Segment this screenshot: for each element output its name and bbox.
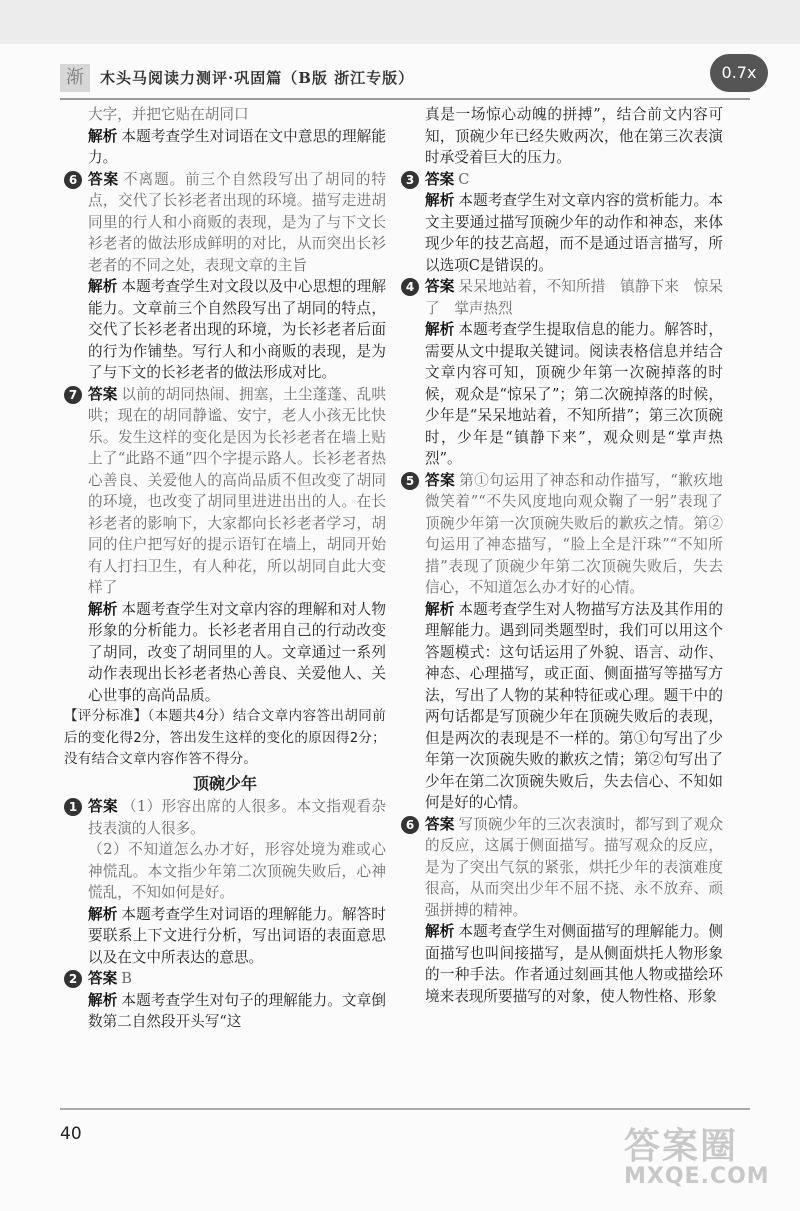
header-divider xyxy=(60,98,750,100)
page-header xyxy=(60,64,750,92)
analysis-text: 本题考查学生对词语的理解能力。解答时要联系上下文进行分析，写出词语的表面意思以及在文中所表达的意思。 xyxy=(88,905,386,966)
answer-text: 以前的胡同热闹、拥塞，土尘蓬蓬、乱哄哄；现在的胡同静谧、安宁，老人小孩无比快乐。发生这样的变化是因为长衫老者在墙上贴上了“此路不通”四个字提示路人。长衫老者热心善良、关爱他人的高尚品质不但改变了胡同的环境，也改变了胡同里进进出出的人。在长衫老者的影响下，大家都向长衫老者学习，胡同的住户把写好的提示语钉在墙上，胡同开始有人打扫卫生，有人种花，所以胡同自此大变样了 xyxy=(88,385,386,596)
analysis xyxy=(425,190,723,276)
answer-item xyxy=(68,968,386,990)
answer-item xyxy=(68,384,386,599)
paragraph xyxy=(425,104,723,169)
analysis-label: 解析 xyxy=(88,991,118,1009)
right-column xyxy=(401,104,723,1007)
analysis-label: 解析 xyxy=(88,278,118,295)
answer-text: 呆呆地站着，不知所措 镇静下来 惊呆了 掌声热烈 xyxy=(425,278,723,317)
answer-label: 答案 xyxy=(88,385,118,403)
answer-label: 答案 xyxy=(425,471,456,489)
viewer-top-bar xyxy=(0,0,800,44)
question-number: 4 xyxy=(401,278,419,296)
analysis-label: 解析 xyxy=(425,321,455,338)
analysis xyxy=(88,276,386,384)
question-number: 6 xyxy=(64,171,82,189)
section-title: 顶碗少年 xyxy=(192,773,257,793)
analysis-text: 本题考查学生对文章内容的理解和对人物形象的分析能力。长衫老者用自己的行动改变了胡同，改变了胡同里的人。文章通过一系列动作表现出长衫老者热心善良、关爱他人、关心世事的高尚品质。 xyxy=(88,600,386,704)
watermark-top: 答案圈 xyxy=(624,1126,739,1167)
answer-label: 答案 xyxy=(88,170,120,188)
answer-text: （2）不知道怎么办才好，形容处境为难或心神慌乱。本文指少年第二次顶碗失败后，心神慌乱，不知如何是好。 xyxy=(88,841,386,901)
answer-item xyxy=(405,276,723,319)
footer-divider xyxy=(60,1108,750,1110)
answer-item-sub xyxy=(88,839,386,904)
answer-text: （1）形容出席的人很多。本文指观看杂技表演的人很多。 xyxy=(88,798,386,837)
answer-label: 答案 xyxy=(88,798,118,815)
answer-text: B xyxy=(121,970,132,987)
analysis xyxy=(88,599,386,707)
analysis-text: 本题考查学生对文段以及中心思想的理解能力。文章前三个自然段写出了胡同的特点，交代了长衫老者出现的环境，为长衫老者后面的行为作铺垫。写行人和小商贩的表现，是为了与下文的长衫老者的做法形成对比。 xyxy=(88,278,386,381)
answer-label: 答案 xyxy=(425,815,455,833)
analysis-text: 本题考查学生提取信息的能力。解答时，需要从文中提取关键词。阅读表格信息并结合文章内容可知，顶碗少年第一次碗掉落的时候，观众是“惊呆了”；第二次碗掉落的时候，少年是“呆呆地站着，不知所措”；第三次顶碗时，少年是“镇静下来”，观众则是“掌声热烈”。 xyxy=(425,321,723,467)
analysis-text: 本题考查学生对文章内容的赏析能力。本文主要通过描写顶碗少年的动作和神态，来体现少年的技艺高超，而不是通过语言描写，所以选项C是错误的。 xyxy=(425,192,723,274)
answer-text: C xyxy=(458,170,470,188)
question-number: 2 xyxy=(64,970,82,988)
analysis-label: 解析 xyxy=(425,192,455,209)
answer-item xyxy=(405,470,723,599)
analysis-label: 解析 xyxy=(88,600,118,618)
analysis-text: 真是一场惊心动魄的拼搏”，结合前文内容可知，顶碗少年已经失败两次，他在第三次表演时承受着巨大的压力。 xyxy=(425,106,723,166)
answer-text: 第①句运用了神态和动作描写，“歉疚地微笑着”“不失风度地向观众鞠了一躬”表现了顶碗少年第一次顶碗失败后的歉疚之情。第②句运用了神态描写，“脸上全是汗珠”“不知所措”表现了顶碗少年第二次顶碗失败后，失去信心，不知道怎么办才好的心情。 xyxy=(425,471,723,596)
zoom-level-button[interactable]: 0.7x xyxy=(710,54,768,92)
answer-item xyxy=(68,169,386,277)
answer-item xyxy=(405,169,723,191)
analysis xyxy=(425,319,723,470)
analysis-label: 解析 xyxy=(88,127,118,145)
analysis xyxy=(88,126,386,169)
left-column xyxy=(64,104,386,1033)
analysis-text: 本题考查学生对词语在文中意思的理解能力。 xyxy=(88,127,386,166)
question-number: 3 xyxy=(401,171,419,189)
header-title: 木头马阅读力测评·巩固篇（B版 浙江专版） xyxy=(100,69,415,87)
question-number: 7 xyxy=(64,386,82,404)
analysis-label: 解析 xyxy=(425,600,455,618)
answer-label: 答案 xyxy=(88,970,118,987)
scoring-standard: 【评分标准】（本题共4分）结合文章内容答出胡同前后的变化得2分，答出发生这样的变化的原因得2分；没有结合文章内容作答不得分。 xyxy=(64,708,386,767)
analysis-label: 解析 xyxy=(88,905,118,923)
answer-label: 答案 xyxy=(425,170,455,188)
analysis xyxy=(88,904,386,969)
analysis-label: 解析 xyxy=(425,923,455,940)
analysis xyxy=(425,921,723,1007)
answer-text: 大字，并把它贴在胡同口 xyxy=(88,106,249,123)
header-logo: 渐 xyxy=(60,64,90,92)
answer-label: 答案 xyxy=(425,278,455,295)
question-number: 6 xyxy=(401,816,419,834)
analysis-text: 本题考查学生对侧面描写的理解能力。侧面描写也叫间接描写，是从侧面烘托人物形象的一种手法。作者通过刻画其他人物或描绘环境来表现所要描写的对象，使人物性格、形象 xyxy=(425,923,723,1005)
analysis-text: 本题考查学生对人物描写方法及其作用的理解能力。遇到同类题型时，我们可以用这个答题模式：这句话运用了外貌、语言、动作、神态、心理描写，或正面、侧面描写等描写方法，写出了人物的某种特征或心理。题干中的两句话都是写顶碗少年在顶碗失败后的表现，但是两次的表现是不一样的。第①句写出了少年第一次顶碗失败的歉疚之情；第②句写出了少年在第二次顶碗失败后，失去信心、不知如何是好的心情。 xyxy=(425,600,723,811)
analysis xyxy=(88,990,386,1033)
answer-item xyxy=(68,796,386,839)
watermark-bottom: MXQE.COM xyxy=(624,1164,770,1189)
question-number: 1 xyxy=(64,798,82,816)
answer-text: 不离题。前三个自然段写出了胡同的特点，交代了长衫老者出现的环境。描写走进胡同里的行人和小商贩的表现，是为了与下文长衫老者的做法形成鲜明的对比，从而突出长衫老者的不同之处，表现文章的主旨 xyxy=(88,170,386,274)
watermark xyxy=(618,1118,788,1198)
analysis-text: 本题考查学生对句子的理解能力。文章倒数第二自然段开头写“这 xyxy=(88,991,386,1030)
analysis xyxy=(425,599,723,814)
question-number: 5 xyxy=(401,472,419,490)
paragraph xyxy=(88,104,386,126)
answer-item xyxy=(405,814,723,922)
answer-text: 写顶碗少年的三次表演时，都写到了观众的反应，这属于侧面描写。描写观众的反应，是为了突出气氛的紧张，烘托少年的表演难度很高，从而突出少年不屈不挠、永不放弃、顽强拼搏的精神。 xyxy=(425,815,723,919)
page-number: 40 xyxy=(60,1124,82,1144)
